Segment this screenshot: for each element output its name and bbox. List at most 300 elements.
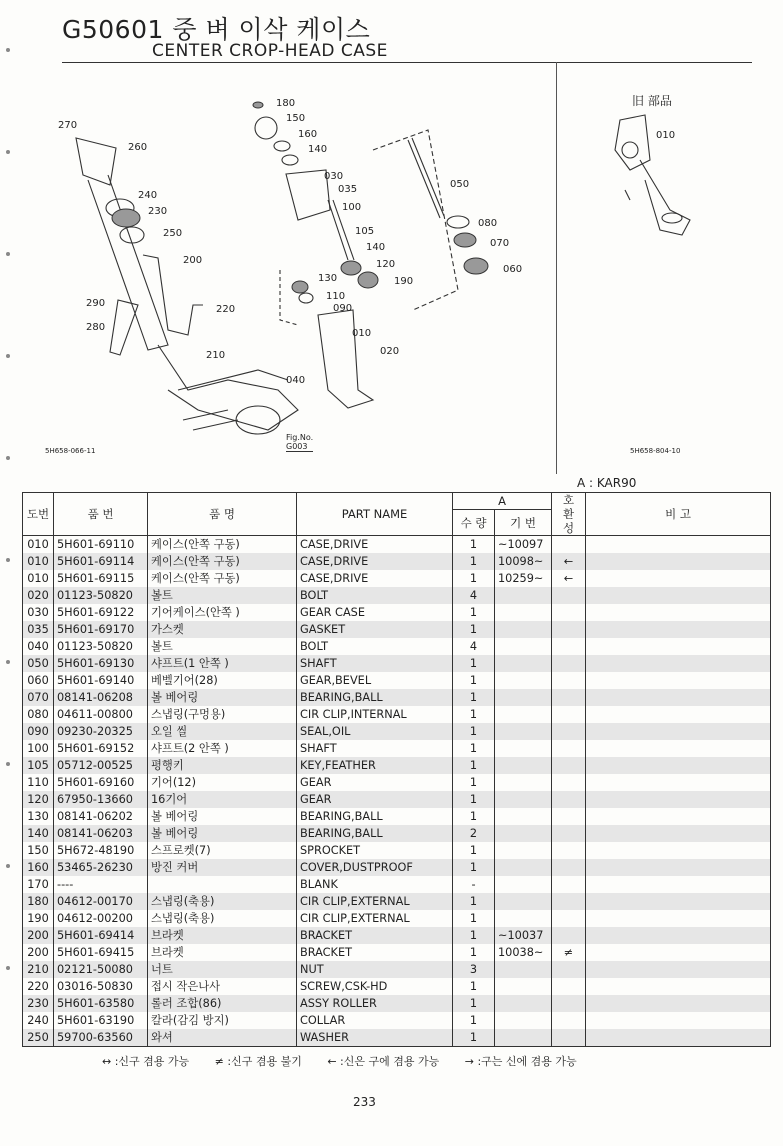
cell-serial	[495, 961, 552, 978]
cell-serial: ~10097	[495, 536, 552, 554]
cell-no: 010	[23, 536, 54, 554]
cell-serial	[495, 587, 552, 604]
cell-ko: 스프로켓(7)	[148, 842, 297, 859]
callout-140: 140	[308, 144, 328, 155]
table-row	[23, 978, 771, 995]
table-row	[23, 944, 771, 961]
cell-en: SHAFT	[297, 655, 453, 672]
cell-ko: 케이스(안쪽 구동)	[148, 570, 297, 587]
cell-en: BOLT	[297, 638, 453, 655]
callout-100: 100	[342, 202, 362, 213]
cell-en: BEARING,BALL	[297, 825, 453, 842]
cell-serial	[495, 825, 552, 842]
header-rule	[62, 62, 752, 63]
cell-serial: 10259~	[495, 570, 552, 587]
cell-en: GASKET	[297, 621, 453, 638]
cell-qty: 1	[453, 723, 495, 740]
diagram-divider	[556, 62, 557, 474]
model-label: A : KAR90	[577, 476, 637, 490]
cell-en: CIR CLIP,EXTERNAL	[297, 893, 453, 910]
cell-no: 105	[23, 757, 54, 774]
cell-qty: 1	[453, 740, 495, 757]
callout-020: 020	[380, 346, 400, 357]
cell-remark	[586, 825, 771, 842]
cell-partno: 67950-13660	[54, 791, 148, 808]
cell-compat	[552, 689, 586, 706]
callout-270: 270	[58, 120, 78, 131]
callout-160: 160	[298, 129, 318, 140]
cell-partno: 08141-06208	[54, 689, 148, 706]
cell-compat	[552, 842, 586, 859]
cell-remark	[586, 927, 771, 944]
callout-060: 060	[503, 264, 523, 275]
table-row	[23, 604, 771, 621]
cell-remark	[586, 553, 771, 570]
cell-no: 050	[23, 655, 54, 672]
cell-serial	[495, 893, 552, 910]
legend-old-new: → :구는 신에 겸용 가능	[464, 1055, 577, 1068]
cell-qty: 1	[453, 859, 495, 876]
cell-serial	[495, 995, 552, 1012]
table-row	[23, 927, 771, 944]
cell-serial	[495, 706, 552, 723]
cell-remark	[586, 587, 771, 604]
cell-partno: 04611-00800	[54, 706, 148, 723]
cell-compat	[552, 621, 586, 638]
cell-partno: 05712-00525	[54, 757, 148, 774]
cell-remark	[586, 536, 771, 554]
callout-080: 080	[478, 218, 498, 229]
cell-remark	[586, 723, 771, 740]
cell-qty: 1	[453, 842, 495, 859]
cell-ko: 베벨기어(28)	[148, 672, 297, 689]
cell-ko: 케이스(안쪽 구동)	[148, 536, 297, 554]
cell-qty: 1	[453, 978, 495, 995]
cell-partno: 5H601-69110	[54, 536, 148, 554]
cell-partno: 09230-20325	[54, 723, 148, 740]
cell-en: BRACKET	[297, 927, 453, 944]
cell-ko: 기어(12)	[148, 774, 297, 791]
cell-qty: 1	[453, 553, 495, 570]
cell-partno: 02121-50080	[54, 961, 148, 978]
table-row	[23, 723, 771, 740]
callout-110: 110	[326, 291, 346, 302]
header-partno: 품 번	[54, 493, 148, 536]
cell-no: 010	[23, 553, 54, 570]
table-row	[23, 876, 771, 893]
table-row	[23, 791, 771, 808]
cell-serial	[495, 978, 552, 995]
callout-050: 050	[450, 179, 470, 190]
cell-compat	[552, 723, 586, 740]
cell-partno: 5H601-69114	[54, 553, 148, 570]
cell-partno: 5H601-69170	[54, 621, 148, 638]
cell-remark	[586, 638, 771, 655]
cell-serial	[495, 1012, 552, 1029]
callout-150: 150	[286, 113, 306, 124]
cell-compat	[552, 893, 586, 910]
cell-remark	[586, 570, 771, 587]
cell-ko: 스냅링(축용)	[148, 893, 297, 910]
cell-en: COLLAR	[297, 1012, 453, 1029]
header-compat: 호 환 성	[552, 493, 586, 536]
old-part-diagram	[590, 100, 710, 240]
cell-qty: 1	[453, 893, 495, 910]
cell-serial	[495, 604, 552, 621]
cell-remark	[586, 740, 771, 757]
cell-no: 100	[23, 740, 54, 757]
cell-compat	[552, 655, 586, 672]
cell-qty: 1	[453, 655, 495, 672]
cell-partno: ----	[54, 876, 148, 893]
cell-no: 020	[23, 587, 54, 604]
cell-no: 180	[23, 893, 54, 910]
cell-partno: 53465-26230	[54, 859, 148, 876]
cell-compat	[552, 604, 586, 621]
cell-ko: 브라켓	[148, 944, 297, 961]
title-english: CENTER CROP-HEAD CASE	[152, 41, 388, 61]
cell-ko: 평행키	[148, 757, 297, 774]
cell-compat	[552, 774, 586, 791]
legend	[102, 1053, 599, 1069]
cell-en: GEAR,BEVEL	[297, 672, 453, 689]
cell-remark	[586, 944, 771, 961]
cell-partno: 03016-50830	[54, 978, 148, 995]
table-row	[23, 570, 771, 587]
cell-en: ASSY ROLLER	[297, 995, 453, 1012]
cell-compat: ≠	[552, 944, 586, 961]
cell-compat	[552, 825, 586, 842]
cell-en: BRACKET	[297, 944, 453, 961]
cell-en: SHAFT	[297, 740, 453, 757]
cell-remark	[586, 774, 771, 791]
table-row	[23, 995, 771, 1012]
cell-remark	[586, 791, 771, 808]
callout-090: 090	[333, 303, 353, 314]
table-row	[23, 1029, 771, 1047]
cell-remark	[586, 995, 771, 1012]
side-callout-010: 010	[656, 130, 676, 141]
figure-number: Fig.No. G003	[286, 433, 314, 451]
table-row	[23, 689, 771, 706]
cell-qty: 1	[453, 672, 495, 689]
cell-qty: -	[453, 876, 495, 893]
cell-serial	[495, 791, 552, 808]
callout-130: 130	[318, 273, 338, 284]
legend-not: ≠ :신구 겸용 불기	[214, 1055, 302, 1068]
cell-no: 060	[23, 672, 54, 689]
cell-ko: 케이스(안쪽 구동)	[148, 553, 297, 570]
cell-ko: 너트	[148, 961, 297, 978]
cell-compat: ←	[552, 553, 586, 570]
callout-210: 210	[206, 350, 226, 361]
callout-035: 035	[338, 184, 358, 195]
cell-serial	[495, 757, 552, 774]
cell-compat	[552, 1029, 586, 1047]
callout-260: 260	[128, 142, 148, 153]
cell-compat	[552, 808, 586, 825]
cell-serial: 10038~	[495, 944, 552, 961]
table-row	[23, 825, 771, 842]
table-row	[23, 706, 771, 723]
cell-en: SPROCKET	[297, 842, 453, 859]
callout-250: 250	[163, 228, 183, 239]
cell-qty: 1	[453, 1012, 495, 1029]
cell-qty: 3	[453, 961, 495, 978]
cell-serial	[495, 621, 552, 638]
cell-partno: 5H601-69130	[54, 655, 148, 672]
cell-qty: 1	[453, 995, 495, 1012]
cell-partno: 08141-06203	[54, 825, 148, 842]
cell-remark	[586, 859, 771, 876]
cell-ko: 볼 베어링	[148, 825, 297, 842]
cell-serial	[495, 910, 552, 927]
cell-compat	[552, 536, 586, 554]
table-row	[23, 808, 771, 825]
cell-en: NUT	[297, 961, 453, 978]
cell-serial	[495, 689, 552, 706]
cell-compat	[552, 978, 586, 995]
cell-partno: 5H601-69122	[54, 604, 148, 621]
table-row	[23, 621, 771, 638]
cell-compat	[552, 638, 586, 655]
cell-serial	[495, 876, 552, 893]
callout-070: 070	[490, 238, 510, 249]
cell-en: GEAR CASE	[297, 604, 453, 621]
cell-remark	[586, 808, 771, 825]
cell-remark	[586, 1029, 771, 1047]
callout-240: 240	[138, 190, 158, 201]
cell-no: 030	[23, 604, 54, 621]
table-row	[23, 672, 771, 689]
cell-serial	[495, 859, 552, 876]
cell-qty: 1	[453, 1029, 495, 1047]
cell-compat	[552, 740, 586, 757]
cell-remark	[586, 621, 771, 638]
cell-no: 160	[23, 859, 54, 876]
cell-en: CIR CLIP,INTERNAL	[297, 706, 453, 723]
cell-ko: 접시 작은나사	[148, 978, 297, 995]
header-qty: 수 량	[453, 510, 495, 536]
cell-remark	[586, 893, 771, 910]
cell-ko: 가스켓	[148, 621, 297, 638]
header-no: 도번	[23, 493, 54, 536]
cell-remark	[586, 757, 771, 774]
cell-remark	[586, 655, 771, 672]
cell-qty: 1	[453, 621, 495, 638]
cell-qty: 1	[453, 604, 495, 621]
callout-140b: 140	[366, 242, 386, 253]
table-row	[23, 893, 771, 910]
cell-ko: 브라켓	[148, 927, 297, 944]
table-row	[23, 587, 771, 604]
table-row	[23, 740, 771, 757]
legend-both: ↔ :신구 겸용 가능	[102, 1055, 190, 1068]
header-remark: 비 고	[586, 493, 771, 536]
cell-qty: 1	[453, 706, 495, 723]
cell-remark	[586, 978, 771, 995]
cell-no: 150	[23, 842, 54, 859]
callout-180: 180	[276, 98, 296, 109]
cell-ko: 롤러 조합(86)	[148, 995, 297, 1012]
table-row	[23, 774, 771, 791]
cell-partno: 5H672-48190	[54, 842, 148, 859]
callout-120: 120	[376, 259, 396, 270]
cell-serial	[495, 808, 552, 825]
exploded-parts-diagram	[28, 90, 528, 450]
cell-serial	[495, 655, 552, 672]
cell-partno: 04612-00200	[54, 910, 148, 927]
table-row	[23, 961, 771, 978]
cell-compat	[552, 995, 586, 1012]
callout-290: 290	[86, 298, 106, 309]
cell-partno: 04612-00170	[54, 893, 148, 910]
cell-en: BEARING,BALL	[297, 808, 453, 825]
cell-no: 040	[23, 638, 54, 655]
cell-en: CASE,DRIVE	[297, 553, 453, 570]
cell-serial	[495, 672, 552, 689]
cell-en: BOLT	[297, 587, 453, 604]
cell-no: 080	[23, 706, 54, 723]
cell-en: SCREW,CSK-HD	[297, 978, 453, 995]
cell-partno: 01123-50820	[54, 638, 148, 655]
cell-partno: 5H601-63580	[54, 995, 148, 1012]
table-row	[23, 638, 771, 655]
cell-partno: 59700-63560	[54, 1029, 148, 1047]
cell-ko: 스냅링(축용)	[148, 910, 297, 927]
cell-qty: 1	[453, 757, 495, 774]
cell-compat	[552, 910, 586, 927]
callout-200: 200	[183, 255, 203, 266]
cell-compat	[552, 961, 586, 978]
cell-compat	[552, 1012, 586, 1029]
cell-no: 010	[23, 570, 54, 587]
legend-new-old: ← :신은 구에 겸용 가능	[327, 1055, 440, 1068]
cell-serial	[495, 638, 552, 655]
cell-compat	[552, 587, 586, 604]
header-group: A	[453, 493, 552, 510]
cell-en: GEAR	[297, 774, 453, 791]
callout-040: 040	[286, 375, 306, 386]
cell-en: CASE,DRIVE	[297, 570, 453, 587]
cell-no: 220	[23, 978, 54, 995]
section-code: G50601 중 벼 이삭 케이스	[62, 15, 371, 44]
title-korean: 중 벼 이삭 케이스	[172, 15, 371, 44]
cell-remark	[586, 961, 771, 978]
cell-serial	[495, 723, 552, 740]
cell-remark	[586, 876, 771, 893]
callout-190: 190	[394, 276, 414, 287]
table-row	[23, 553, 771, 570]
parts-table	[22, 492, 771, 1047]
cell-no: 130	[23, 808, 54, 825]
callout-105: 105	[355, 226, 375, 237]
cell-compat	[552, 757, 586, 774]
cell-ko	[148, 876, 297, 893]
callout-030: 030	[324, 171, 344, 182]
cell-no: 200	[23, 927, 54, 944]
table-row	[23, 536, 771, 554]
cell-partno: 08141-06202	[54, 808, 148, 825]
cell-remark	[586, 672, 771, 689]
cell-remark	[586, 842, 771, 859]
cell-qty: 1	[453, 774, 495, 791]
cell-qty: 1	[453, 944, 495, 961]
cell-serial	[495, 740, 552, 757]
cell-partno: 5H601-69140	[54, 672, 148, 689]
diagram-reference: 5H658-066-11	[45, 447, 96, 455]
cell-remark	[586, 910, 771, 927]
cell-no: 035	[23, 621, 54, 638]
table-row	[23, 859, 771, 876]
cell-qty: 1	[453, 536, 495, 554]
cell-partno: 5H601-69115	[54, 570, 148, 587]
cell-en: COVER,DUSTPROOF	[297, 859, 453, 876]
old-part-reference: 5H658-804-10	[630, 447, 681, 455]
cell-no: 120	[23, 791, 54, 808]
cell-no: 190	[23, 910, 54, 927]
callout-220: 220	[216, 304, 236, 315]
table-row	[23, 910, 771, 927]
cell-qty: 1	[453, 689, 495, 706]
cell-en: GEAR	[297, 791, 453, 808]
callout-280: 280	[86, 322, 106, 333]
table-row	[23, 655, 771, 672]
cell-serial	[495, 1029, 552, 1047]
cell-en: CIR CLIP,EXTERNAL	[297, 910, 453, 927]
cell-partno: 5H601-69160	[54, 774, 148, 791]
cell-compat	[552, 927, 586, 944]
cell-en: SEAL,OIL	[297, 723, 453, 740]
cell-no: 070	[23, 689, 54, 706]
cell-remark	[586, 604, 771, 621]
header-serial: 기 번	[495, 510, 552, 536]
cell-ko: 16기어	[148, 791, 297, 808]
cell-no: 140	[23, 825, 54, 842]
cell-ko: 방진 커버	[148, 859, 297, 876]
cell-ko: 샤프트(1 안쪽 )	[148, 655, 297, 672]
page-number: 233	[353, 1095, 376, 1109]
cell-qty: 1	[453, 808, 495, 825]
cell-en: BLANK	[297, 876, 453, 893]
cell-no: 170	[23, 876, 54, 893]
cell-compat	[552, 876, 586, 893]
cell-serial	[495, 774, 552, 791]
cell-compat	[552, 706, 586, 723]
cell-serial: ~10037	[495, 927, 552, 944]
cell-partno: 01123-50820	[54, 587, 148, 604]
cell-qty: 1	[453, 927, 495, 944]
cell-ko: 볼트	[148, 638, 297, 655]
cell-en: WASHER	[297, 1029, 453, 1047]
header-name-ko: 품 명	[148, 493, 297, 536]
cell-partno: 5H601-69415	[54, 944, 148, 961]
cell-ko: 볼 베어링	[148, 808, 297, 825]
cell-compat	[552, 672, 586, 689]
cell-en: KEY,FEATHER	[297, 757, 453, 774]
cell-ko: 와셔	[148, 1029, 297, 1047]
cell-remark	[586, 706, 771, 723]
cell-no: 090	[23, 723, 54, 740]
cell-ko: 칼라(감김 방지)	[148, 1012, 297, 1029]
header-name-en: PART NAME	[297, 493, 453, 536]
cell-compat: ←	[552, 570, 586, 587]
callout-230: 230	[148, 206, 168, 217]
cell-remark	[586, 689, 771, 706]
cell-ko: 볼 베어링	[148, 689, 297, 706]
cell-en: BEARING,BALL	[297, 689, 453, 706]
cell-no: 110	[23, 774, 54, 791]
